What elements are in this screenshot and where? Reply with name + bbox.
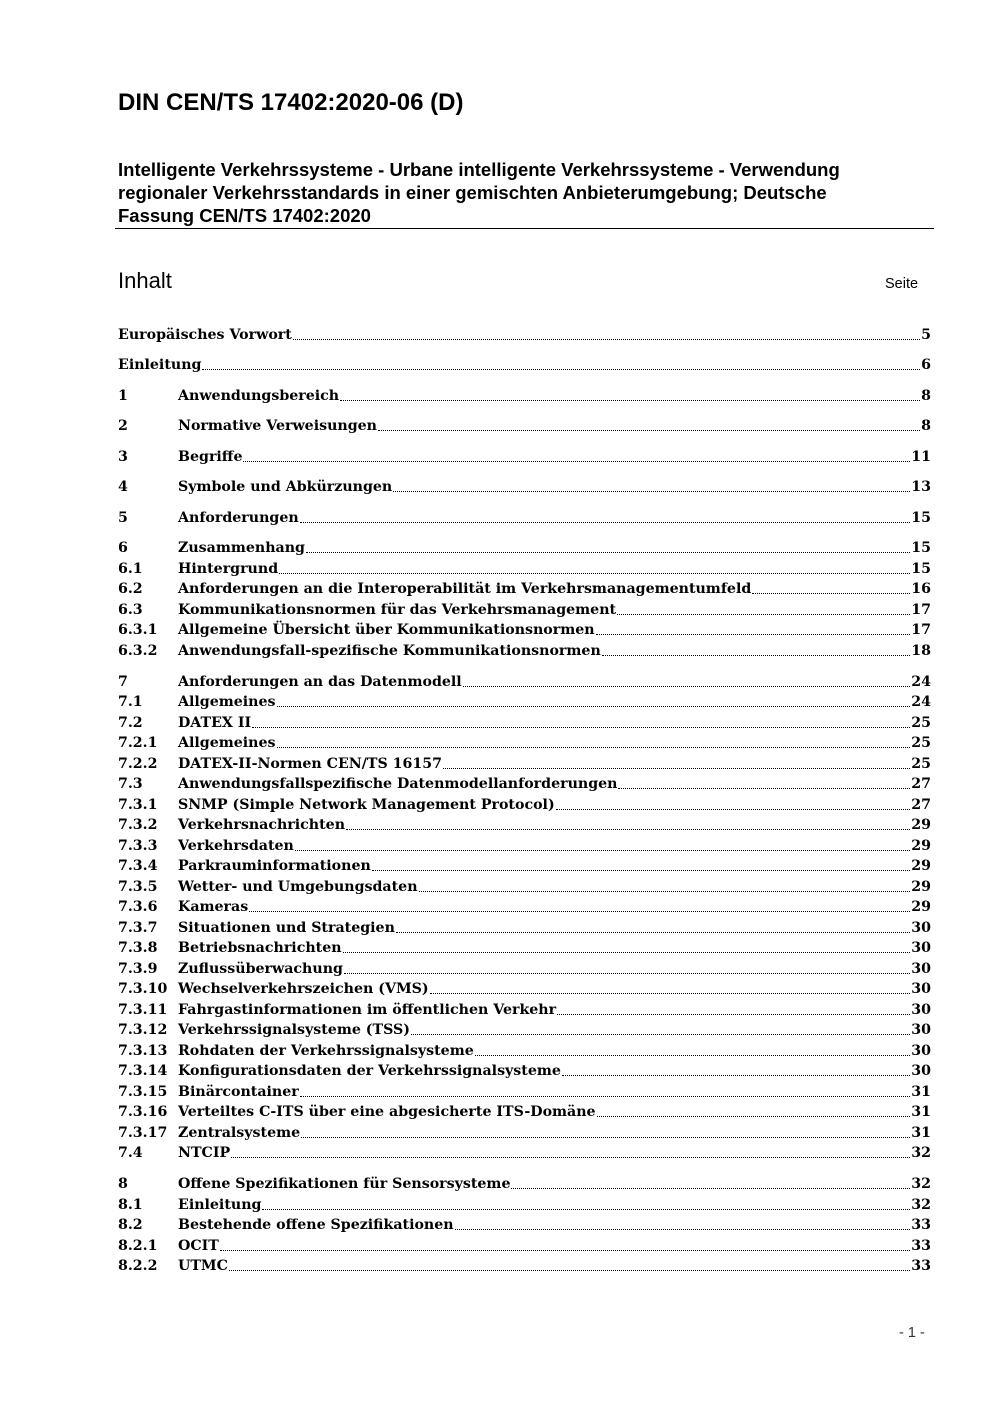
toc-entry-title: Fahrgastinformationen im öffentlichen Verkehr (178, 1002, 557, 1018)
toc-entry[interactable] (118, 979, 931, 999)
toc-dot-leader (295, 849, 910, 851)
toc-dot-leader (393, 490, 910, 492)
toc-dot-leader (220, 1249, 910, 1251)
toc-entry-number: 6.1 (118, 561, 143, 577)
toc-entry[interactable] (118, 416, 931, 436)
toc-entry-title: Verteiltes C-ITS über eine abgesicherte ITS-Domäne (178, 1104, 596, 1120)
toc-entry-number: 6.2 (118, 581, 143, 597)
toc-dot-leader (344, 972, 910, 974)
toc-dot-leader (511, 1187, 910, 1189)
toc-dot-leader (396, 931, 910, 933)
toc-entry-title: Situationen und Strategien (178, 920, 395, 936)
toc-dot-leader (443, 767, 910, 769)
toc-entry-title: Kameras (178, 899, 249, 915)
toc-entry-title: SNMP (Simple Network Management Protocol) (178, 797, 555, 813)
toc-entry[interactable] (118, 600, 931, 620)
toc-entry-number: 6.3.1 (118, 622, 158, 638)
toc-entry-page: 15 (911, 510, 931, 526)
toc-entry-title: Zuflussüberwachung (178, 961, 343, 977)
toc-entry[interactable] (118, 447, 931, 467)
toc-entry-number: 7.3.13 (118, 1043, 168, 1059)
toc-entry[interactable] (118, 795, 931, 815)
toc-entry[interactable] (118, 1215, 931, 1235)
subtitle-line: Intelligente Verkehrssysteme - Urbane intelligente Verkehrssysteme - Verwendung (118, 159, 840, 180)
toc-entry-number: 7.3.5 (118, 879, 158, 895)
toc-entry-title: Verkehrssignalsysteme (TSS) (178, 1022, 410, 1038)
toc-entry-title: DATEX II (178, 715, 252, 731)
toc-entry[interactable] (118, 918, 931, 938)
toc-entry[interactable] (118, 1102, 931, 1122)
toc-entry-title: Konfigurationsdaten der Verkehrssignalsysteme (178, 1063, 561, 1079)
toc-entry-title: UTMC (178, 1258, 228, 1274)
toc-dot-leader (202, 368, 920, 370)
toc-dot-leader (293, 338, 920, 340)
toc-entry-number: 7.3.3 (118, 838, 158, 854)
toc-entry-title: Kommunikationsnormen für das Verkehrsmanagement (178, 602, 617, 618)
toc-entry[interactable] (118, 856, 931, 876)
toc-entry[interactable] (118, 579, 931, 599)
page-number: - 1 - (899, 1325, 925, 1341)
toc-entry-number: 7.3 (118, 776, 143, 792)
toc-dot-leader (411, 1033, 910, 1035)
toc-entry-title: Bestehende offene Spezifikationen (178, 1217, 454, 1233)
toc-dot-leader (249, 910, 910, 912)
toc-entry-number: 7.3.16 (118, 1104, 168, 1120)
toc-entry-title: Einleitung (118, 357, 202, 373)
toc-entry-number: 7.3.17 (118, 1125, 168, 1141)
toc-entry-number: 7.2 (118, 715, 143, 731)
toc-entry-number: 6.3.2 (118, 643, 158, 659)
toc-entry[interactable] (118, 1000, 931, 1020)
toc-entry[interactable] (118, 897, 931, 917)
toc-dot-leader (602, 654, 910, 656)
toc-entry[interactable] (118, 938, 931, 958)
toc-entry-page: 32 (911, 1176, 931, 1192)
toc-dot-leader (419, 890, 911, 892)
toc-entry[interactable] (118, 1236, 931, 1256)
toc-entry[interactable] (118, 1082, 931, 1102)
toc-entry-number: 7.3.9 (118, 961, 158, 977)
toc-dot-leader (229, 1269, 910, 1271)
toc-entry-page: 30 (911, 920, 931, 936)
table-of-contents (118, 0, 931, 1403)
toc-entry-title: Allgemeines (178, 735, 276, 751)
toc-dot-leader (475, 1054, 911, 1056)
toc-entry-number: 8 (118, 1176, 128, 1192)
toc-entry-page: 30 (911, 1002, 931, 1018)
subtitle-line: regionaler Verkehrsstandards in einer gemischten Anbieterumgebung; Deutsche (118, 182, 827, 203)
toc-entry-title: Normative Verweisungen (178, 418, 377, 434)
toc-entry-page: 30 (911, 1043, 931, 1059)
toc-dot-leader (463, 685, 911, 687)
toc-entry[interactable] (118, 559, 931, 579)
toc-entry[interactable] (118, 1123, 931, 1143)
toc-entry-number: 1 (118, 388, 128, 404)
toc-entry-page: 33 (911, 1217, 931, 1233)
toc-dot-leader (301, 1136, 910, 1138)
toc-entry-title: Anwendungsfallspezifische Datenmodellanforderungen (178, 776, 618, 792)
toc-entry-title: Allgemeines (178, 694, 276, 710)
toc-entry[interactable] (118, 1174, 931, 1194)
toc-entry-page: 30 (911, 940, 931, 956)
toc-entry-title: OCIT (178, 1238, 219, 1254)
toc-entry-title: Binärcontainer (178, 1084, 299, 1100)
toc-entry-page: 33 (911, 1238, 931, 1254)
toc-entry-number: 5 (118, 510, 128, 526)
toc-entry-number: 7.4 (118, 1145, 143, 1161)
toc-dot-leader (343, 951, 911, 953)
toc-entry-number: 6 (118, 540, 128, 556)
toc-entry-title: Betriebsnachrichten (178, 940, 342, 956)
toc-dot-leader (279, 572, 910, 574)
toc-entry[interactable] (118, 754, 931, 774)
toc-entry[interactable] (118, 733, 931, 753)
toc-dot-leader (752, 592, 910, 594)
toc-entry-title: Allgemeine Übersicht über Kommunikationsnormen (178, 622, 595, 638)
toc-entry-title: Rohdaten der Verkehrssignalsysteme (178, 1043, 474, 1059)
toc-entry-page: 29 (911, 879, 931, 895)
toc-entry-number: 7.3.4 (118, 858, 158, 874)
toc-entry-page: 31 (911, 1125, 931, 1141)
toc-dot-leader (262, 1208, 910, 1210)
toc-entry[interactable] (118, 325, 931, 345)
toc-entry-number: 6.3 (118, 602, 143, 618)
toc-entry-title: Anforderungen (178, 510, 299, 526)
toc-entry-title: Anwendungsbereich (178, 388, 340, 404)
toc-dot-leader (617, 613, 910, 615)
toc-entry[interactable] (118, 877, 931, 897)
toc-entry-page: 25 (911, 735, 931, 751)
toc-entry[interactable] (118, 774, 931, 794)
toc-entry-title: Verkehrsdaten (178, 838, 294, 854)
toc-entry-number: 7.3.8 (118, 940, 158, 956)
toc-entry-number: 3 (118, 449, 128, 465)
toc-dot-leader (557, 1013, 910, 1015)
toc-heading: Inhalt (118, 268, 172, 293)
subtitle-line: Fassung CEN/TS 17402:2020 (118, 205, 371, 226)
toc-entry-title: Europäisches Vorwort (118, 327, 292, 343)
toc-entry-number: 8.2 (118, 1217, 143, 1233)
toc-entry[interactable] (118, 1020, 931, 1040)
toc-dot-leader (252, 726, 910, 728)
toc-entry-title: Anwendungsfall-spezifische Kommunikationsnormen (178, 643, 601, 659)
toc-entry[interactable] (118, 672, 931, 692)
toc-entry-page: 25 (911, 756, 931, 772)
toc-entry-page: 31 (911, 1084, 931, 1100)
toc-entry-title: Parkrauminformationen (178, 858, 371, 874)
toc-dot-leader (243, 460, 910, 462)
toc-dot-leader (231, 1156, 910, 1158)
toc-entry-page: 30 (911, 1063, 931, 1079)
toc-entry-number: 8.1 (118, 1197, 143, 1213)
toc-entry-number: 7.3.7 (118, 920, 158, 936)
toc-entry-page: 33 (911, 1258, 931, 1274)
toc-entry[interactable] (118, 959, 931, 979)
toc-entry-page: 29 (911, 858, 931, 874)
toc-entry-page: 24 (911, 674, 931, 690)
toc-entry-page: 24 (911, 694, 931, 710)
toc-entry-number: 7.3.14 (118, 1063, 168, 1079)
toc-entry-number: 8.2.1 (118, 1238, 158, 1254)
toc-entry[interactable] (118, 692, 931, 712)
toc-entry[interactable] (118, 836, 931, 856)
toc-entry-number: 7.2.2 (118, 756, 158, 772)
toc-entry-page: 15 (911, 561, 931, 577)
toc-entry-title: Zentralsysteme (178, 1125, 301, 1141)
toc-entry-number: 7.3.2 (118, 817, 158, 833)
toc-dot-leader (597, 1115, 911, 1117)
toc-dot-leader (300, 1095, 911, 1097)
document-title: DIN CEN/TS 17402:2020-06 (D) (118, 89, 464, 116)
toc-dot-leader (346, 828, 910, 830)
toc-entry[interactable] (118, 620, 931, 640)
toc-entry-page: 32 (911, 1145, 931, 1161)
toc-entry[interactable] (118, 508, 931, 528)
toc-entry-number: 7.3.11 (118, 1002, 168, 1018)
toc-dot-leader (562, 1074, 910, 1076)
toc-entry-page: 6 (921, 357, 931, 373)
toc-dot-leader (556, 808, 911, 810)
toc-dot-leader (430, 992, 911, 994)
toc-entry-title: Einleitung (178, 1197, 262, 1213)
toc-entry-number: 8.2.2 (118, 1258, 158, 1274)
toc-entry[interactable] (118, 538, 931, 558)
toc-entry-title: DATEX-II-Normen CEN/TS 16157 (178, 756, 443, 772)
toc-entry-page: 15 (911, 540, 931, 556)
toc-entry[interactable] (118, 1256, 931, 1276)
toc-entry-title: Symbole und Abkürzungen (178, 479, 393, 495)
toc-entry-number: 7.3.6 (118, 899, 158, 915)
toc-dot-leader (596, 633, 911, 635)
toc-entry[interactable] (118, 477, 931, 497)
toc-entry-title: NTCIP (178, 1145, 231, 1161)
toc-entry-page: 25 (911, 715, 931, 731)
toc-entry-page: 17 (911, 602, 931, 618)
toc-entry-number: 7.3.15 (118, 1084, 168, 1100)
toc-entry[interactable] (118, 1195, 931, 1215)
toc-entry[interactable] (118, 1041, 931, 1061)
toc-dot-leader (618, 787, 910, 789)
toc-entry-number: 2 (118, 418, 128, 434)
toc-entry-page: 30 (911, 961, 931, 977)
toc-entry[interactable] (118, 641, 931, 661)
toc-entry-title: Wetter- und Umgebungsdaten (178, 879, 418, 895)
toc-entry-page: 17 (911, 622, 931, 638)
toc-dot-leader (378, 429, 920, 431)
toc-entry-title: Wechselverkehrszeichen (VMS) (178, 981, 429, 997)
toc-entry-page: 29 (911, 838, 931, 854)
toc-entry-page: 27 (911, 776, 931, 792)
toc-entry-page: 11 (911, 449, 931, 465)
toc-dot-leader (300, 521, 911, 523)
page-column-label: Seite (885, 276, 919, 292)
toc-entry-title: Verkehrsnachrichten (178, 817, 346, 833)
toc-entry-number: 7.3.10 (118, 981, 168, 997)
toc-entry-title: Anforderungen an das Datenmodell (178, 674, 462, 690)
toc-entry-page: 16 (911, 581, 931, 597)
toc-entry-page: 18 (911, 643, 931, 659)
toc-dot-leader (277, 746, 911, 748)
toc-entry-number: 7.2.1 (118, 735, 158, 751)
toc-entry-title: Begriffe (178, 449, 243, 465)
toc-entry-page: 5 (921, 327, 931, 343)
toc-entry-title: Hintergrund (178, 561, 279, 577)
toc-entry[interactable] (118, 713, 931, 733)
toc-entry-page: 32 (911, 1197, 931, 1213)
toc-entry[interactable] (118, 386, 931, 406)
toc-entry-page: 8 (921, 388, 931, 404)
toc-entry-page: 29 (911, 899, 931, 915)
toc-entry-page: 8 (921, 418, 931, 434)
toc-entry-page: 30 (911, 981, 931, 997)
toc-entry[interactable] (118, 355, 931, 375)
toc-entry-page: 27 (911, 797, 931, 813)
toc-entry-number: 7 (118, 674, 128, 690)
toc-entry-number: 7.1 (118, 694, 143, 710)
toc-dot-leader (372, 869, 910, 871)
toc-entry[interactable] (118, 1061, 931, 1081)
toc-entry-page: 30 (911, 1022, 931, 1038)
toc-entry-title: Offene Spezifikationen für Sensorsysteme (178, 1176, 511, 1192)
toc-dot-leader (277, 705, 911, 707)
toc-dot-leader (306, 551, 910, 553)
toc-dot-leader (340, 399, 920, 401)
toc-entry-title: Zusammenhang (178, 540, 305, 556)
toc-entry-number: 7.3.12 (118, 1022, 168, 1038)
toc-entry-number: 4 (118, 479, 128, 495)
toc-entry-page: 13 (911, 479, 931, 495)
toc-entry[interactable] (118, 815, 931, 835)
toc-entry[interactable] (118, 1143, 931, 1163)
toc-entry-page: 29 (911, 817, 931, 833)
toc-entry-page: 31 (911, 1104, 931, 1120)
toc-entry-number: 7.3.1 (118, 797, 158, 813)
toc-dot-leader (455, 1228, 911, 1230)
toc-entry-title: Anforderungen an die Interoperabilität im Verkehrsmanagementumfeld (178, 581, 752, 597)
